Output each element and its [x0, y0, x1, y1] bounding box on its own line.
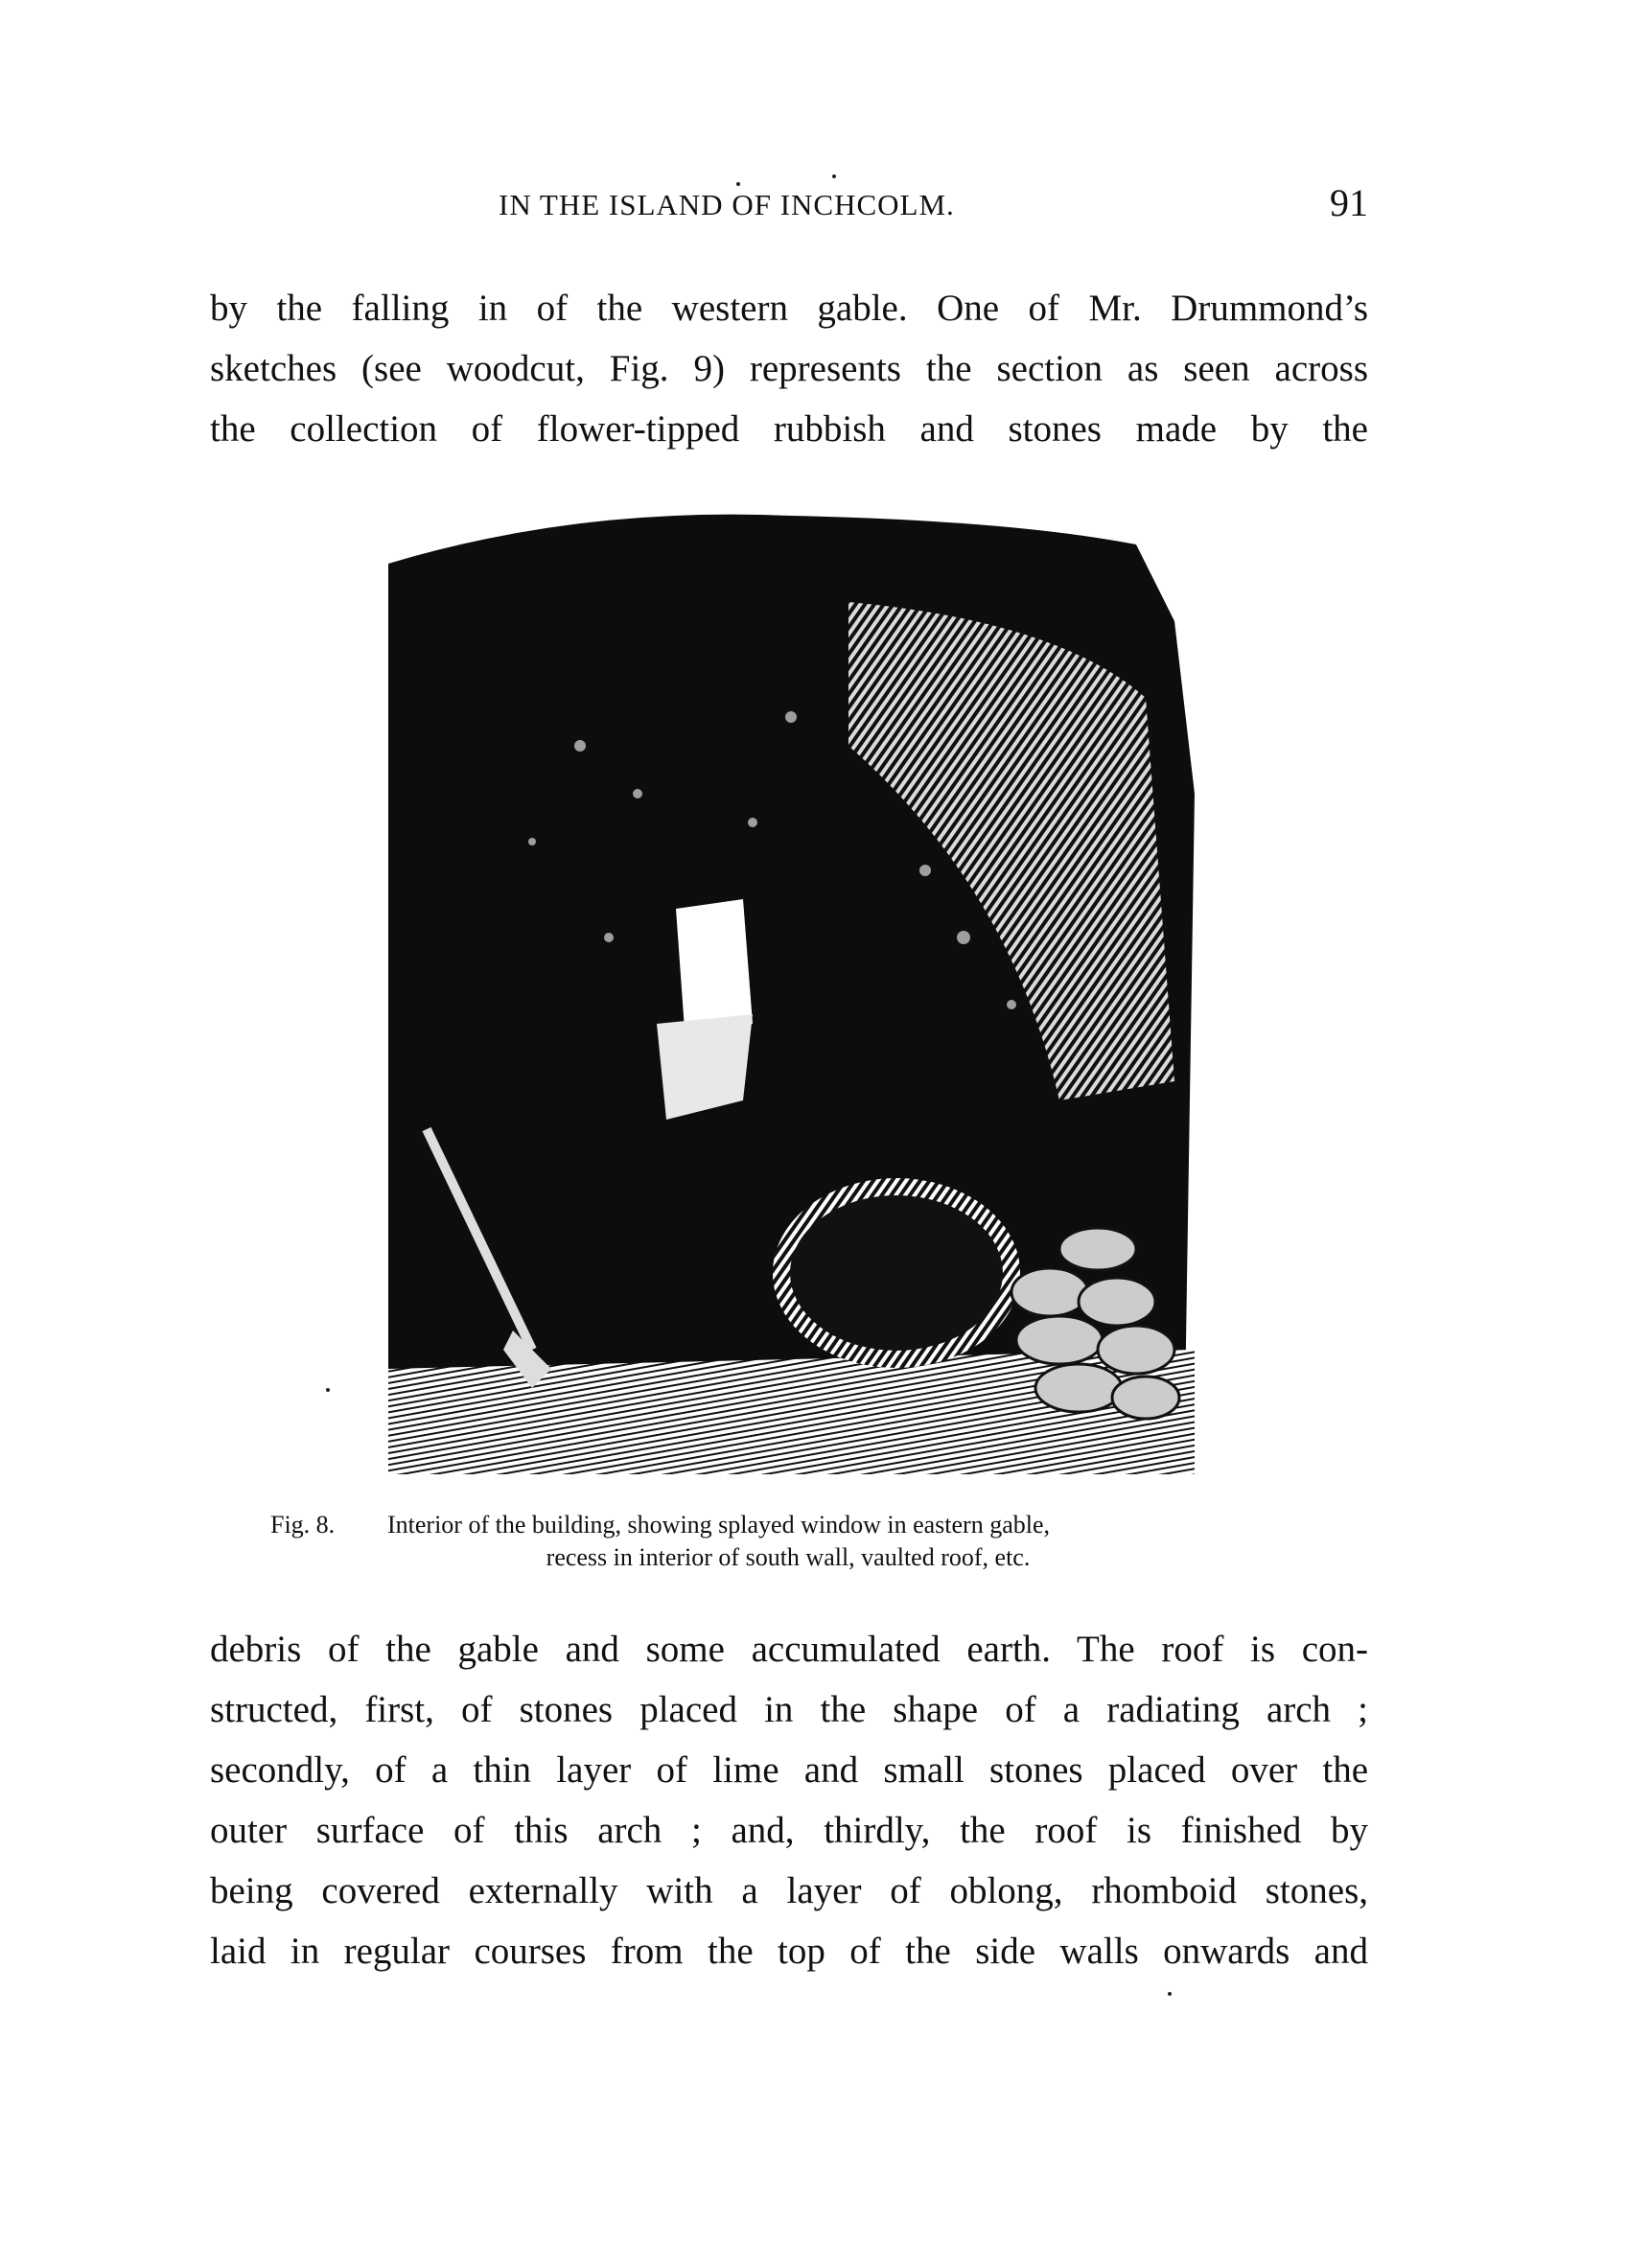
- text-line: laid in regular courses from the top of the side walls onwards and: [210, 1931, 1368, 1972]
- woodcut-illustration: [388, 506, 1195, 1491]
- text-line: by the falling in of the western gable. One of Mr. Drummond’s: [210, 288, 1368, 329]
- scan-speck: [832, 174, 836, 178]
- text-line: debris of the gable and some accumulated earth. The roof is con-: [210, 1629, 1368, 1670]
- page-number: 91: [1330, 181, 1368, 224]
- text-line: the collection of flower-tipped rubbish and stones made by the: [210, 408, 1368, 450]
- scan-speck: [1168, 1992, 1172, 1996]
- caption-line: recess in interior of south wall, vaulted roof, etc.: [546, 1543, 1031, 1571]
- figure-label: Fig. 8.: [270, 1511, 336, 1539]
- text-line: secondly, of a thin layer of lime and small stones placed over the: [210, 1749, 1368, 1791]
- caption-line: Interior of the building, showing splayed window in eastern gable,: [387, 1511, 1051, 1539]
- text-line: sketches (see woodcut, Fig. 9) represents the section as seen across: [210, 348, 1368, 389]
- text-line: being covered externally with a layer of oblong, rhomboid stones,: [210, 1870, 1368, 1911]
- figure-caption: [270, 1511, 1306, 1539]
- scan-speck: [326, 1388, 330, 1392]
- text-line: structed, first, of stones placed in the shape of a radiating arch ;: [210, 1689, 1368, 1730]
- running-header: IN THE ISLAND OF INCHCOLM.: [499, 188, 955, 221]
- text-line: outer surface of this arch ; and, thirdly, the roof is finished by: [210, 1810, 1368, 1851]
- scan-speck: [736, 182, 740, 186]
